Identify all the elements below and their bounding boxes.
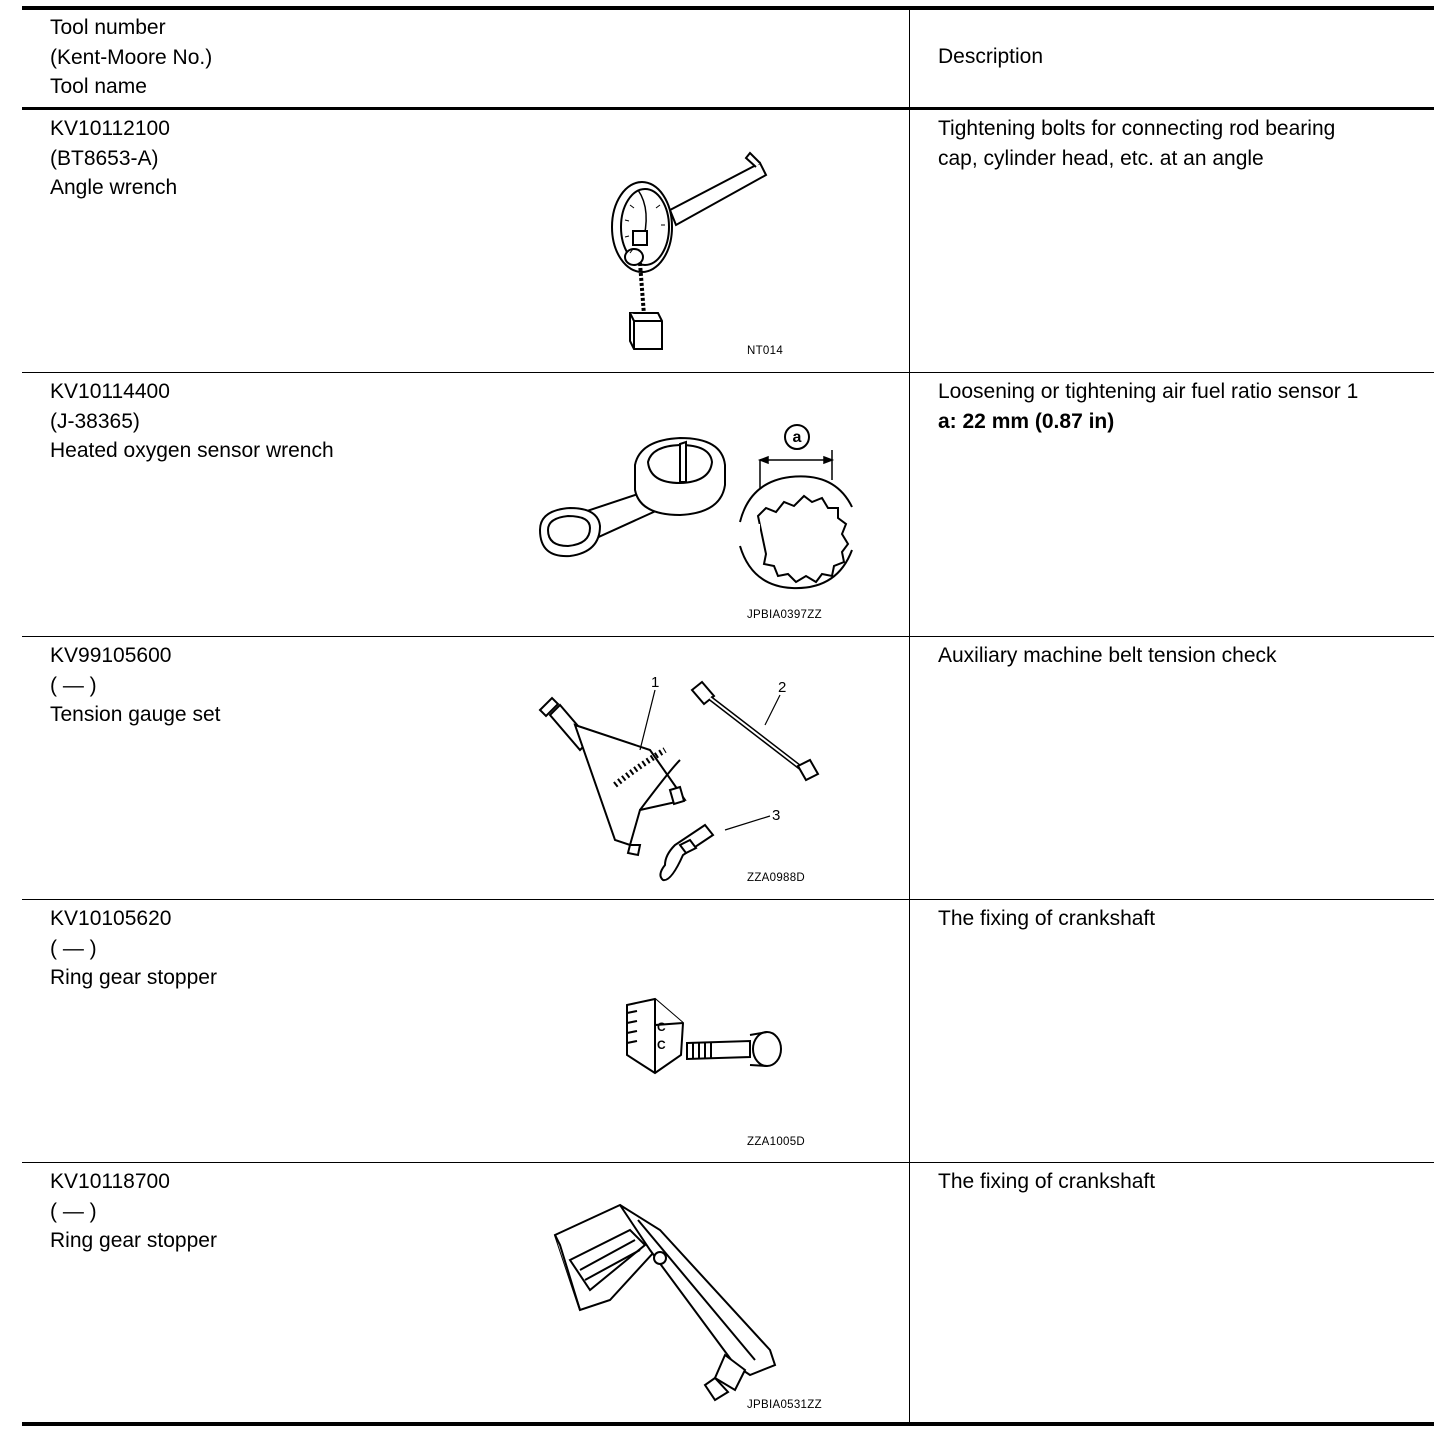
- angle-wrench-icon: [600, 145, 780, 360]
- tool-description: [938, 1167, 1155, 1197]
- callout-1: 1: [651, 674, 660, 691]
- dimension-label: a: [792, 429, 802, 446]
- description-line: Loosening or tightening air fuel ratio sensor 1: [938, 380, 1359, 403]
- kent-moore-number: ( — ): [50, 1199, 97, 1223]
- tool-name: Tension gauge set: [50, 703, 221, 726]
- description-line: The fixing of crankshaft: [938, 907, 1156, 930]
- kent-moore-number: (BT8653-A): [50, 146, 159, 170]
- table-row: [50, 114, 177, 203]
- kent-moore-number: (J-38365): [50, 409, 140, 433]
- row-separator: [22, 899, 1434, 900]
- tool-number: KV10105620: [50, 907, 172, 930]
- tool-name: Heated oxygen sensor wrench: [50, 439, 334, 462]
- table-row: [50, 904, 217, 993]
- tool-description: [938, 904, 1155, 934]
- description-line: cap, cylinder head, etc. at an angle: [938, 146, 1264, 170]
- callout-3: 3: [772, 807, 781, 824]
- figure-code: NT014: [747, 345, 784, 357]
- row-separator: [22, 372, 1434, 373]
- table-row: [50, 1167, 217, 1256]
- description-line: The fixing of crankshaft: [938, 1170, 1156, 1193]
- tool-name: Ring gear stopper: [50, 1229, 217, 1252]
- oxygen-sensor-wrench-icon: [530, 420, 850, 605]
- header-tool-name: Tool name: [50, 75, 147, 98]
- column-divider: [909, 10, 910, 1422]
- tool-number: KV10112100: [50, 117, 170, 140]
- description-line: Tightening bolts for connecting rod bearing: [938, 117, 1336, 140]
- table-top-rule: [22, 6, 1434, 10]
- tool-spec: a: 22 mm (0.87 in): [938, 409, 1115, 433]
- tension-gauge-set-icon: [520, 670, 830, 885]
- figure-code: JPBIA0531ZZ: [747, 1399, 822, 1411]
- header-description: Description: [938, 45, 1044, 68]
- description-line: Auxiliary machine belt tension check: [938, 644, 1277, 667]
- header-tool-column: [50, 13, 212, 102]
- svg-text:C: C: [657, 1038, 666, 1052]
- svg-text:C: C: [657, 1020, 666, 1034]
- figure-code: JPBIA0397ZZ: [747, 609, 822, 621]
- tool-name: Ring gear stopper: [50, 966, 217, 989]
- header-tool-number: Tool number: [50, 16, 166, 39]
- figure-code: ZZA1005D: [747, 1136, 806, 1148]
- header-separator: [22, 107, 1434, 110]
- table-row: [50, 377, 334, 466]
- tool-name: Angle wrench: [50, 176, 178, 199]
- ring-gear-stopper-arm-icon: [550, 1200, 790, 1400]
- tool-number: KV99105600: [50, 644, 172, 667]
- callout-2: 2: [778, 679, 787, 696]
- tool-number: KV10118700: [50, 1170, 170, 1193]
- tool-number: KV10114400: [50, 380, 170, 403]
- row-separator: [22, 636, 1434, 637]
- kent-moore-number: ( — ): [50, 673, 97, 697]
- figure-code: ZZA0988D: [747, 872, 806, 884]
- kent-moore-number: ( — ): [50, 936, 97, 960]
- tool-description: [938, 114, 1335, 173]
- tool-description: [938, 377, 1358, 436]
- tool-description: [938, 641, 1277, 671]
- row-separator: [22, 1162, 1434, 1163]
- table-bottom-rule: [22, 1422, 1434, 1426]
- ring-gear-stopper-block-icon: [615, 995, 790, 1080]
- header-kent-moore: (Kent-Moore No.): [50, 45, 213, 69]
- table-row: [50, 641, 220, 730]
